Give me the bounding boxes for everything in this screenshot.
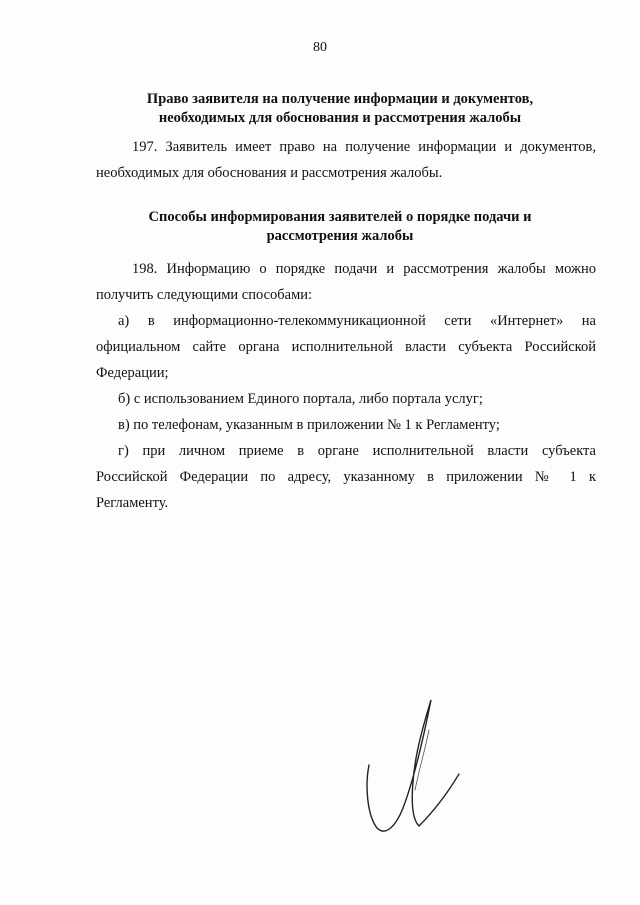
list-item-b: [96, 386, 596, 412]
heading-line: рассмотрения жалобы: [266, 228, 414, 244]
paragraph-line: необходимых для обоснования и рассмотрения жалобы.: [96, 165, 443, 181]
paragraph-line: Федерации;: [96, 365, 169, 381]
section-heading-information-methods: [80, 208, 600, 246]
paragraph-line: 197. Заявитель имеет право на получение информации и документов,: [132, 139, 596, 155]
paragraph-line: б) с использованием Единого портала, либо портала услуг;: [118, 391, 483, 407]
paragraph-line: 198. Информацию о порядке подачи и рассмотрения жалобы можно: [132, 261, 596, 277]
paragraph-line: Российской Федерации по адресу, указанному в приложении № 1 к: [96, 469, 596, 485]
heading-line: Способы информирования заявителей о порядке подачи и: [148, 209, 532, 225]
section-heading-right-to-information: [80, 90, 600, 128]
paragraph-line: а) в информационно-телекоммуникационной сети «Интернет» на: [118, 313, 596, 329]
heading-line: Право заявителя на получение информации и документов,: [146, 91, 534, 107]
list-item-d: [96, 438, 596, 516]
paragraph-line: официальном сайте органа исполнительной власти субъекта Российской: [96, 339, 596, 355]
paragraph-line: в) по телефонам, указанным в приложении № 1 к Регламенту;: [118, 417, 500, 433]
page-number: 80: [313, 40, 327, 55]
paragraph-198: [96, 256, 596, 308]
paragraph-line: г) при личном приеме в органе исполнительной власти субъекта: [118, 443, 596, 459]
paragraph-line: получить следующими способами:: [96, 287, 313, 303]
heading-line: необходимых для обоснования и рассмотрения жалобы: [158, 110, 522, 126]
paragraph-line: Регламенту.: [96, 495, 169, 511]
paragraph-197: [96, 134, 596, 186]
list-item-c: [96, 412, 596, 438]
list-item-a: [96, 308, 596, 386]
handwritten-signature: [355, 690, 465, 835]
